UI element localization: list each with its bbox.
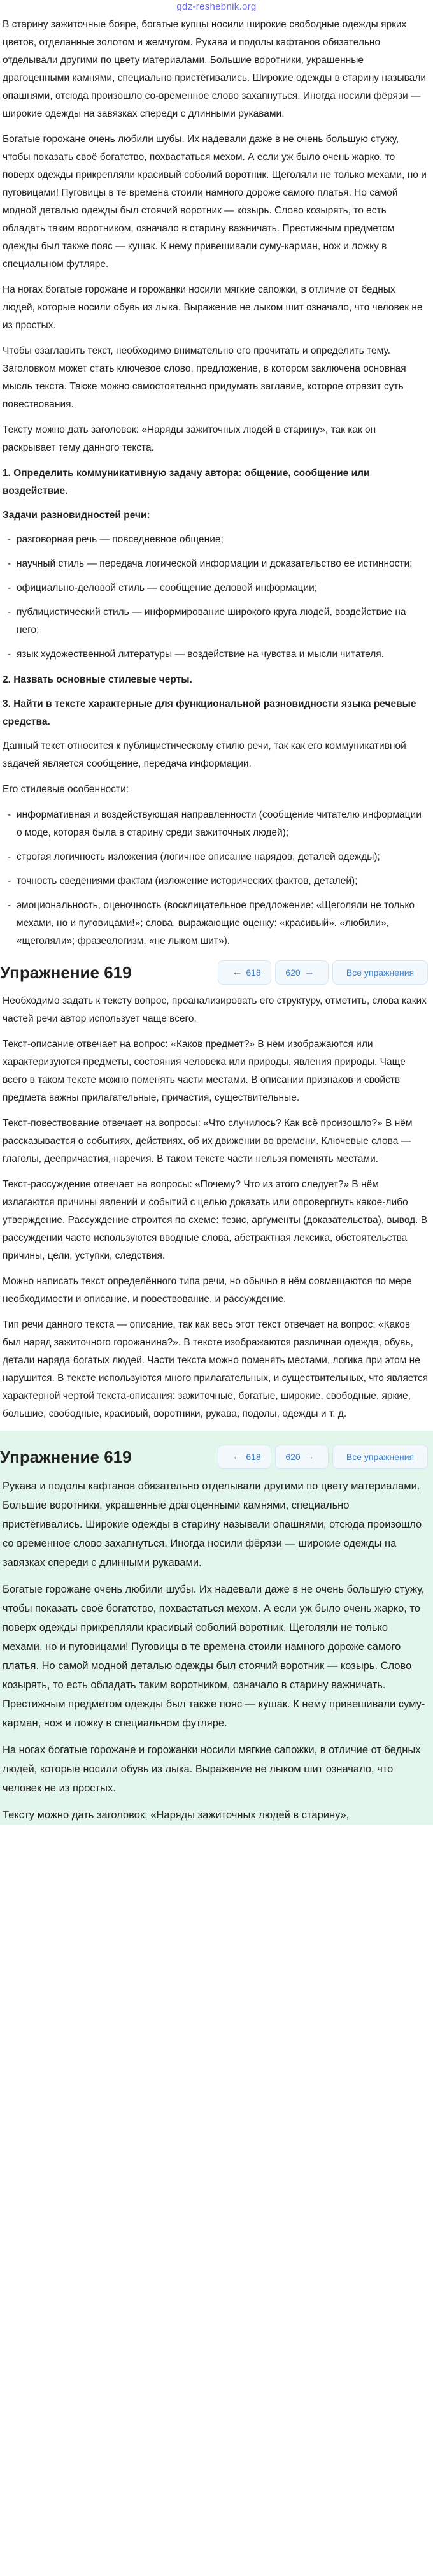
arrow-left-icon: ← — [232, 967, 243, 978]
exercise-answer-block — [0, 1431, 433, 1825]
exercise-header — [0, 1442, 433, 1472]
task-heading: 2. Назвать основные стилевые черты. — [3, 674, 192, 685]
intro-paragraph: Тексту можно дать заголовок: «Наряды зажиточных людей в старину», так как он раскрывает тему данного текста. — [3, 424, 376, 453]
prev-exercise-button[interactable] — [218, 1445, 271, 1469]
intro-paragraph: Богатые горожане очень любили шубы. Их надевали даже в не очень большую стужу, чтобы показать своё богатство, похвастаться мехом. А если уж было очень жарко, то поверх одежды прикрепляли красивый соболий воротник. Щеголяли не только мехами, но и пуговицами! Пуговицы в те времена стоили намного дороже самого платья. Но самой модной деталью одежды был стоячий воротник — козырь. Слово козырять, то есть обладать таким воротником, означало в старину важничать. Престижным предметом одежды был также пояс — кушак. К нему привешивали суму-карман, нож и ложку в специальном футляре. — [3, 134, 427, 270]
exercise-title: Упражнение 619 — [0, 1447, 132, 1466]
list-item: - язык художественной литературы — воздействие на чувства и мысли читателя. — [3, 646, 429, 663]
list-item: - научный стиль — передача логической информации и доказательство её истинности; — [3, 555, 429, 573]
tasks-list — [0, 531, 433, 663]
intro-paragraph: Чтобы озаглавить текст, необходимо внимательно его прочитать и определить тему. Заголовком может стать ключевое слово, предложение, в котором заключена основная мысль текста. Также можно самостоятельно придумать заглавие, которое отразит суть повествования. — [3, 345, 406, 410]
analysis-paragraph: Данный текст относится к публицистическому стилю речи, так как его коммуникативной задачей является сообщение, передача информации. — [3, 741, 406, 769]
arrow-right-icon: → — [304, 967, 315, 978]
exercise-nav — [218, 1445, 428, 1469]
site-logo[interactable]: gdz-reshebnik.org — [176, 1, 257, 12]
list-item: - официально-деловой стиль — сообщение деловой информации; — [3, 579, 429, 597]
exercise-paragraph: Необходимо задать к тексту вопрос, проанализировать его структуру, отметить, слова каких частей речи автор использует чаще всего. — [3, 995, 427, 1024]
exercise-paragraph: Текст-описание отвечает на вопрос: «Каков предмет?» В нём изображаются или характеризуются предметы, состояния человека или природы, явления природы. Чаще всего в таком тексте можно поменять части местами. В описании признаков и свойств предмета важны прилагательные, причастия, существительные. — [3, 1039, 406, 1103]
exercise-paragraph: Можно написать текст определённого типа речи, но обычно в нём совмещаются по мере необходимости и описание, и повествование, и рассуждение. — [3, 1276, 412, 1305]
next-exercise-button[interactable] — [275, 960, 329, 985]
arrow-right-icon: → — [304, 1451, 315, 1462]
answer-paragraph: Тексту можно дать заголовок: «Наряды зажиточных людей в старину», — [3, 1809, 350, 1821]
next-exercise-label: 620 — [285, 1452, 301, 1462]
task-heading: Задачи разновидностей речи: — [3, 510, 150, 521]
arrow-left-icon: ← — [232, 1451, 243, 1462]
exercise-nav — [218, 960, 428, 985]
answer-paragraph: На ногах богатые горожане и горожанки носили мягкие сапожки, в отличие от бедных людей, которые носили обувь из лыка. Выражение не лыком шит означало, что человек не из простых. — [3, 1744, 421, 1794]
exercise-paragraph: Тип речи данного текста — описание, так как весь этот текст отвечает на вопрос: «Каков был наряд зажиточного горожанина?». В тексте изображаются различная одежда, обувь, детали наряда богатых людей. Части текста можно поменять местами, логика при этом не нарушится. В тексте используются много прилагательных, и существительных, что является характерной чертой текста-описания: зажиточные, богатые, широкие, свободные, яркие, большие, свободные, красивый, воротники, рукава, подолы, одежды и т. д. — [3, 1319, 429, 1419]
list-item: - публицистический стиль — информирование широкого круга людей, воздействие на него; — [3, 604, 429, 639]
next-exercise-button[interactable] — [275, 1445, 329, 1469]
prev-exercise-button[interactable] — [218, 960, 271, 985]
answer-paragraph: Рукава и подолы кафтанов обязательно отделывали другими по цвету материалами. Большие воротники, украшенные драгоценными камнями, специально пристёгивались. Широкие одежды в старину называли опашнями, отсюда произошло со временное слово захапнуться. Иногда носили фёрязи — широкие одежды на завязках спереди с длинными рукавами. — [3, 1480, 422, 1568]
exercise-paragraph: Текст-рассуждение отвечает на вопросы: «Почему? Что из этого следует?» В нём излагаются причины явлений и событий с целью доказать или опровергнуть какое-либо утверждение. Рассуждение строится по схеме: тезис, аргументы (доказательства), вывод. В рассуждении часто используются вводные слова, абстрактная лексика, обстоятельства причины, цели, уступки, следствия. — [3, 1179, 428, 1261]
intro-paragraph: В старину зажиточные бояре, богатые купцы носили широкие свободные одежды ярких цветов, отделанные золотом и жемчугом. Рукава и подолы кафтанов обязательно отделывали другими по цвету материалами. Большие воротники, украшенные драгоценными камнями, специально пристёгивались. Широкие одежды в старину называли опашнями, отсюда произошло со-временное слово захапнуться. Иногда носили фёрязи — широкие одежды на завязках спереди с длинными рукавами. — [3, 19, 426, 119]
intro-paragraph: На ногах богатые горожане и горожанки носили мягкие сапожки, в отличие от бедных людей, которые носили обувь из лыка. Выражение не лыком шит означало, что человек не из простых. — [3, 284, 423, 331]
next-exercise-label: 620 — [285, 967, 301, 978]
list-item: - эмоциональность, оценочность (восклицательное предложение: «Щеголяли не только мехами, но и пуговицами!»; слова, выражающие оценку: «красивый», «любили», «щеголяли»; фразеологизм: «не лыком шит»). — [3, 897, 429, 950]
exercise-header — [0, 958, 433, 987]
list-item: - информативная и воздействующая направленности (сообщение читателю информации о моде, которая была в старину среди зажиточных людей); — [3, 806, 429, 842]
all-exercises-button[interactable]: Все упражнения — [332, 960, 428, 985]
prev-exercise-label: 618 — [246, 1452, 261, 1462]
task-heading: 3. Найти в тексте характерные для функциональной разновидности языка речевые средства. — [3, 698, 416, 727]
all-exercises-button[interactable]: Все упражнения — [332, 1445, 428, 1469]
features-list — [0, 806, 433, 950]
analysis-paragraph: Его стилевые особенности: — [3, 784, 129, 795]
prev-exercise-label: 618 — [246, 967, 261, 978]
exercise-paragraph: Текст-повествование отвечает на вопросы: «Что случилось? Как всё произошло?» В нём рассказывается о событиях, действиях, об их движении во времени. Ключевые слова — глаголы, деепричастия, наречия. В таком тексте части нельзя поменять местами. — [3, 1118, 413, 1164]
list-item: - точность сведениями фактам (изложение исторических фактов, деталей); — [3, 872, 429, 890]
exercise-title: Упражнение 619 — [0, 962, 132, 982]
list-item: - строгая логичность изложения (логичное описание нарядов, деталей одежды); — [3, 848, 429, 866]
task-heading: 1. Определить коммуникативную задачу автора: общение, сообщение или воздействие. — [3, 468, 370, 496]
answer-paragraph: Богатые горожане очень любили шубы. Их надевали даже в не очень большую стужу, чтобы показать своё богатство, похвастаться мехом. А если уж было очень жарко, то поверх одежды прикрепляли красивый соболий воротник. Щеголяли не только мехами, но и пуговицами! Пуговицы в те времена стоили намного дороже самого платья. Но самой модной деталью одежды был стоячий воротник — козырь. Слово козырять, то есть обладать таким воротником, означало в старину важничать. Престижным предметом одежды был также пояс — кушак. К нему привешивали суму-карман, нож и ложку в специальном футляре. — [3, 1584, 425, 1729]
list-item: - разговорная речь — повседневное общение; — [3, 531, 429, 549]
